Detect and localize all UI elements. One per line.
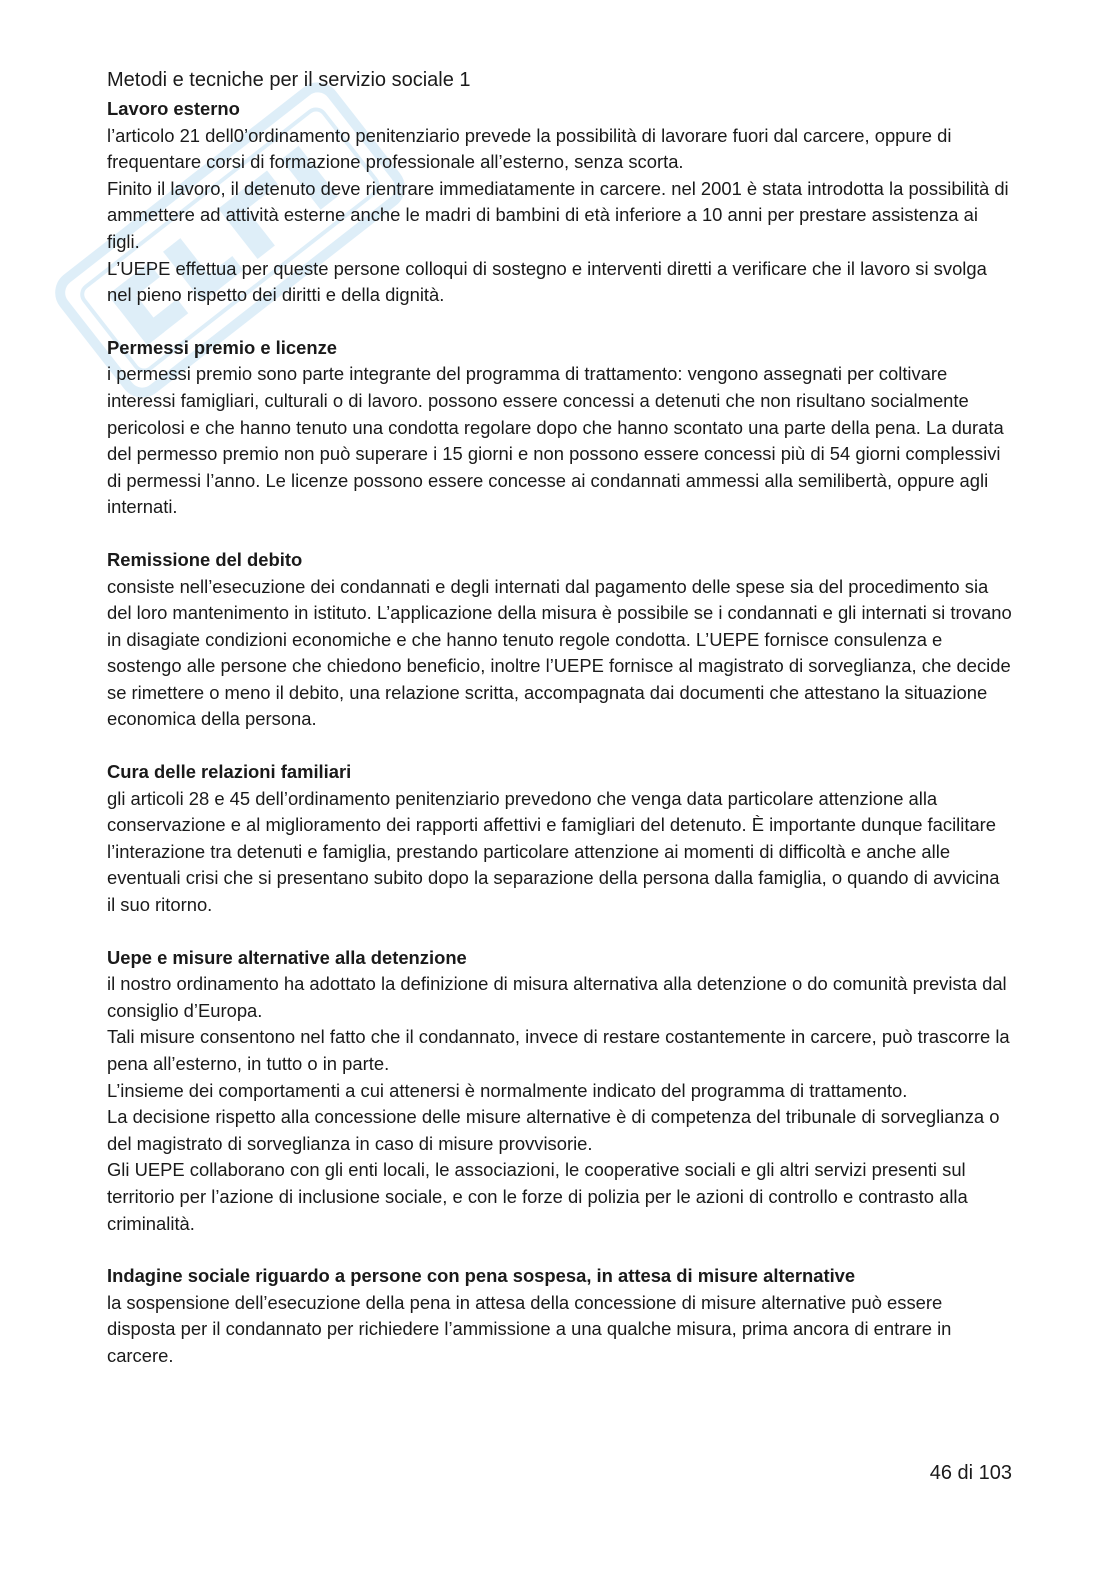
section-paragraph: L’insieme dei comportamenti a cui attenersi è normalmente indicato del programma di trattamento. <box>107 1079 908 1101</box>
section-remissione-debito <box>107 547 1012 733</box>
section-lavoro-esterno <box>107 96 1012 309</box>
section-heading: Permessi premio e licenze <box>107 336 337 358</box>
section-paragraph: L’UEPE effettua per queste persone colloqui di sostegno e interventi diretti a verificare che il lavoro si svolga nel pieno rispetto dei diritti e della dignità. <box>107 257 987 306</box>
section-paragraph: l’articolo 21 dell0’ordinamento penitenziario prevede la possibilità di lavorare fuori dal carcere, oppure di frequentare corsi di formazione professionale all’esterno, senza scorta. <box>107 124 952 173</box>
document-title: Metodi e tecniche per il servizio sociale 1 <box>107 69 471 91</box>
section-relazioni-familiari <box>107 759 1012 919</box>
section-permessi-premio <box>107 335 1012 521</box>
section-paragraph: Finito il lavoro, il detenuto deve rientrare immediatamente in carcere. nel 2001 è stata introdotta la possibilità di ammettere ad attività esterne anche le madri di bambini di età inferiore a 10 anni per prestare assistenza ai figli. <box>107 177 1009 252</box>
section-paragraph: il nostro ordinamento ha adottato la definizione di misura alternativa alla detenzione o do comunità prevista dal consiglio d’Europa. <box>107 973 1007 1021</box>
document-body <box>107 66 1012 1396</box>
section-paragraph: Gli UEPE collaborano con gli enti locali, le associazioni, le cooperative sociali e gli altri servizi presenti sul territorio per l’azione di inclusione sociale, e con le forze di polizia per le azioni di controllo e contrasto alla criminalità. <box>107 1159 968 1234</box>
section-paragraph: la sospensione dell’esecuzione della pena in attesa della concessione di misure alternative può essere disposta per il condannato per richiedere l’ammissione a una qualche misura, prima ancora di entrare in carcere. <box>107 1291 952 1366</box>
section-paragraph: La decisione rispetto alla concessione delle misure alternative è di competenza del tribunale di sorveglianza o del magistrato di sorveglianza in caso di misure provvisorie. <box>107 1106 1000 1154</box>
section-heading: Lavoro esterno <box>107 98 240 119</box>
section-heading: Uepe e misure alternative alla detenzione <box>107 946 467 968</box>
section-heading: Cura delle relazioni familiari <box>107 761 352 783</box>
section-indagine-sociale <box>107 1263 1012 1369</box>
section-paragraph: i permessi premio sono parte integrante del programma di trattamento: vengono assegnati per coltivare interessi famigliari, culturali o di lavoro. possono essere concessi a detenuti che non risultano socialmente pericolosi e che hanno tenuto una condotta regolare dopo che hanno scontato una parte della pena. La durata del permesso premio non può superare i 15 giorni e non possono essere concessi più di 54 giorni complessivi di permessi l’anno. Le licenze possono essere concesse ai condannati ammessi alla semilibertà, oppure agli internati. <box>107 363 1004 518</box>
section-paragraph: gli articoli 28 e 45 dell’ordinamento penitenziario prevedono che venga data particolare attenzione alla conservazione e al miglioramento dei rapporti affettivi e famigliari del detenuto. È importante dunque facilitare l’interazione tra detenuti e famiglia, prestando particolare attenzione ai momenti di difficoltà e anche alle eventuali crisi che si presentano subito dopo la separazione della persona dalla famiglia, o quando di avvicina il suo ritorno. <box>107 787 1000 916</box>
page-number: 46 di 103 <box>929 1462 1012 1484</box>
section-paragraph: consiste nell’esecuzione dei condannati e degli internati dal pagamento delle spese sia del procedimento sia del loro mantenimento in istituto. L’applicazione della misura è possibile se i condannati e gli internati si trovano in disagiate condizioni economiche e che hanno tenuto regole condotta. L’UEPE fornisce consulenza e sostengo alle persone che chiedono beneficio, inoltre l’UEPE fornisce al magistrato di sorveglianza, che decide se rimettere o meno il debito, una relazione scritta, accompagnata dai documenti che attestano la situazione economica della persona. <box>107 575 1012 730</box>
section-heading: Indagine sociale riguardo a persone con pena sospesa, in attesa di misure alternative <box>107 1265 856 1287</box>
section-heading: Remissione del debito <box>107 548 303 570</box>
section-paragraph: Tali misure consentono nel fatto che il condannato, invece di restare costantemente in carcere, può trascorre la pena all’esterno, in tutto o in parte. <box>107 1026 1010 1074</box>
section-misure-alternative <box>107 945 1012 1238</box>
